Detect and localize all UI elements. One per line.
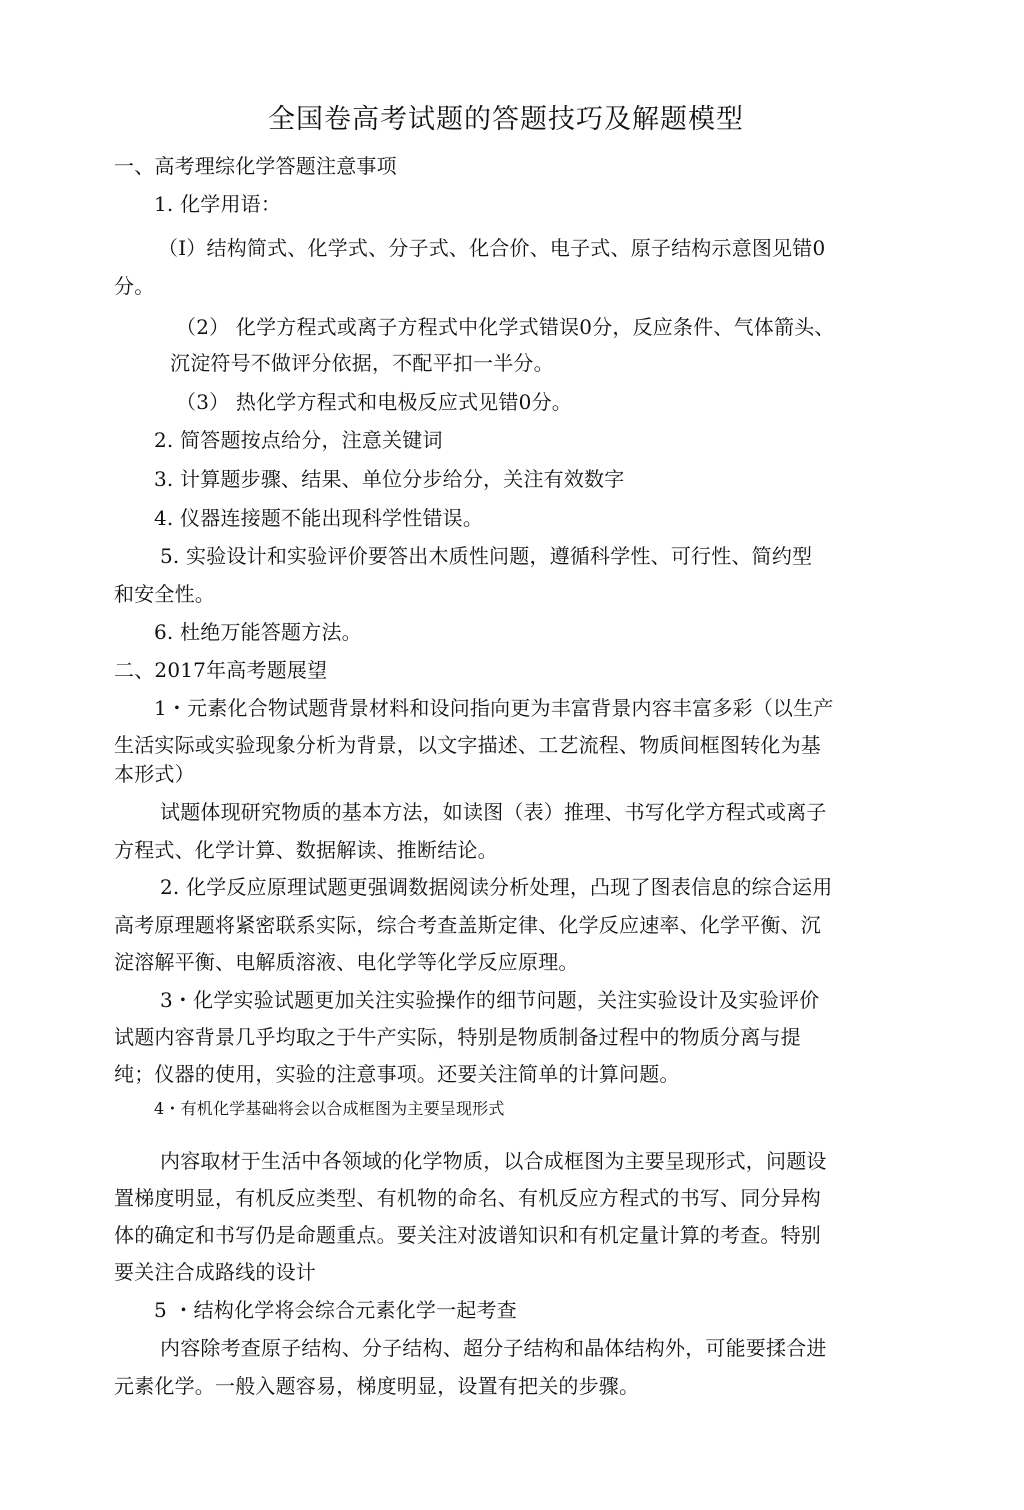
p3-line3: 纯；仪器的使用，实验的注意事项。还要关注简单的计算问题。 bbox=[114, 1062, 680, 1086]
item4: 4. 仪器连接题不能出现科学性错误。 bbox=[154, 506, 484, 530]
p2-line1: 2. 化学反应原理试题更强调数据阅读分析处理，凸现了图表信息的综合运用 bbox=[160, 875, 833, 899]
item1-sub3: （3） 热化学方程式和电极反应式见错0分。 bbox=[176, 390, 573, 414]
p3-line2: 试题内容背景几乎均取之于牛产实际，特别是物质制备过程中的物质分离与提 bbox=[114, 1025, 801, 1049]
p4-heading: 4・有机化学基础将会以合成框图为主要呈现形式 bbox=[154, 1099, 505, 1118]
p5-heading: 5 ・结构化学将会综合元素化学一起考查 bbox=[154, 1298, 517, 1322]
p4-line2: 置梯度明显，有机反应类型、有机物的命名、有机反应方程式的书写、同分异构 bbox=[114, 1186, 821, 1210]
p5-line1: 内容除考查原子结构、分子结构、超分子结构和晶体结构外，可能要揉合进 bbox=[160, 1336, 827, 1360]
item2: 2. 简答题按点给分，注意关键词 bbox=[154, 428, 443, 452]
item1-sub2-line1: （2） 化学方程式或离子方程式中化学式错误0分，反应条件、气体箭头、 bbox=[176, 315, 835, 339]
item3: 3. 计算题步骤、结果、单位分步给分，关注有效数字 bbox=[154, 467, 625, 491]
item6: 6. 杜绝万能答题方法。 bbox=[154, 620, 362, 644]
p1-line2: 生活实际或实验现象分析为背景，以文字描述、工艺流程、物质间框图转化为基 bbox=[114, 733, 821, 757]
p4-line3: 体的确定和书写仍是命题重点。要关注对波谱知识和有机定量计算的考查。特别 bbox=[114, 1223, 821, 1247]
item5-line1: 5. 实验设计和实验评价要答出木质性问题，遵循科学性、可行性、简约型 bbox=[160, 544, 813, 568]
p4-line4: 要关注合成路线的设计 bbox=[114, 1260, 316, 1284]
p4-line1: 内容取材于生活中各领域的化学物质，以合成框图为主要呈现形式，问题设 bbox=[160, 1149, 827, 1173]
p2-line3: 淀溶解平衡、电解质溶液、电化学等化学反应原理。 bbox=[114, 950, 579, 974]
item1-sub2-line2: 沉淀符号不做评分依据，不配平扣一半分。 bbox=[170, 351, 554, 375]
p1b-line1: 试题体现研究物质的基本方法，如读图（表）推理、书写化学方程式或离子 bbox=[160, 800, 827, 824]
p5-line2: 元素化学。一般入题容易，梯度明显，设置有把关的步骤。 bbox=[114, 1374, 640, 1398]
item1-sub1-line1: （I）结构简式、化学式、分子式、化合价、电子式、原子结构示意图见错0 bbox=[158, 236, 826, 260]
p3-line1: 3・化学实验试题更加关注实验操作的细节问题，关注实验设计及实验评价 bbox=[160, 988, 820, 1012]
p1-line1: 1・元素化合物试题背景材料和设问指向更为丰富背景内容丰富多彩（以生产 bbox=[154, 696, 834, 720]
item1-sub1-line2: 分。 bbox=[114, 274, 155, 298]
section2-heading: 二、2017年高考题展望 bbox=[114, 658, 328, 682]
item5-line2: 和安全性。 bbox=[114, 582, 215, 606]
p2-line2: 高考原理题将紧密联系实际，综合考查盖斯定律、化学反应速率、化学平衡、沉 bbox=[114, 913, 821, 937]
section1-heading: 一、高考理综化学答题注意事项 bbox=[114, 154, 397, 178]
item1-label: 1. 化学用语： bbox=[154, 192, 282, 216]
p1b-line2: 方程式、化学计算、数据解读、推断结论。 bbox=[114, 838, 498, 862]
p1-line3: 本形式） bbox=[114, 762, 195, 786]
page-title: 全国卷高考试题的答题技巧及解题模型 bbox=[268, 104, 744, 135]
